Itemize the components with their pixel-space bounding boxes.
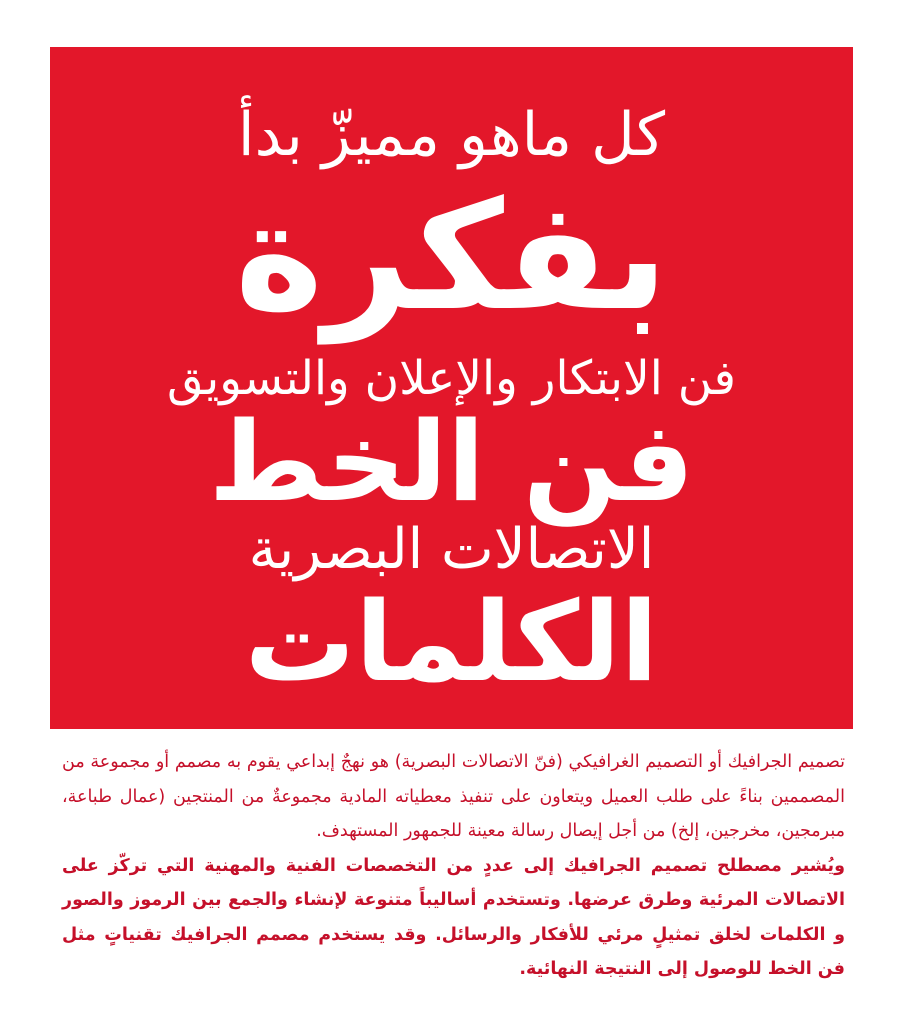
body-paragraph-1: تصميم الجرافيك أو التصميم الغرافيكي (فنّ الاتصالات البصرية) هو نهجٌ إبداعي يقوم به مصمم أو مجموعة من المصممين بناءً على طلب العميل ويتعاون على تنفيذ معطياته المادية مجموعةٌ من المنتجين (عمال طباعة، مبرمجين، مخرجين، إلخ) من أجل إيصال رسالة معينة للجمهور المستهدف. (62, 752, 845, 841)
body-paragraph-2: ويُشير مصطلح تصميم الجرافيك إلى عددٍ من التخصصات الفنية والمهنية التي تركّز على الاتصالات المرئية وطرق عرضها. وتستخدم أساليباً متنوعة لإنشاء والجمع بين الرموز والصور و الكلمات لخلق تمثيلٍ مرئي للأفكار والرسائل. وقد يستخدم مصمم الجرافيك تقنياتٍ مثل فن الخط للوصول إلى النتيجة النهائية. (62, 855, 845, 979)
headline-line-1: كل ماهو مميزّ بدأ (237, 100, 666, 170)
headline-line-4: فن الخط (208, 398, 695, 526)
headline-line-5: الاتصالات البصرية (248, 517, 655, 582)
headline-line-6: الكلمات (244, 578, 659, 706)
body-text (62, 745, 845, 987)
headline-line-3: فن الابتكار والإعلان والتسويق (166, 351, 737, 406)
headline-line-2: بفكرة (234, 170, 669, 344)
headline-panel (50, 47, 853, 729)
